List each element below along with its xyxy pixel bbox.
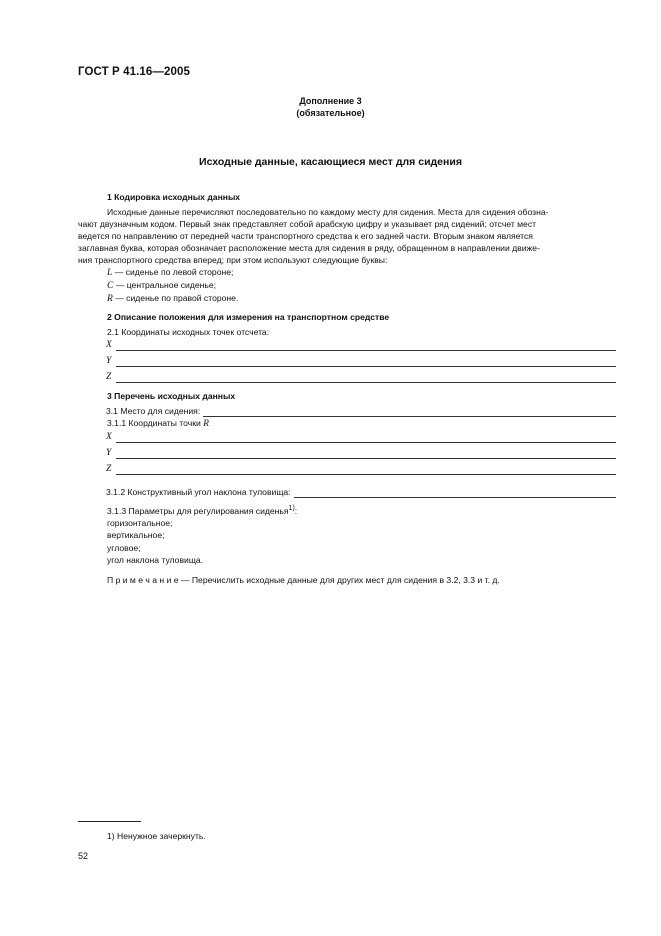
- footnote-ref: 1): [288, 505, 295, 512]
- axis-label: X: [106, 340, 112, 350]
- axis-label: X: [106, 432, 112, 442]
- standard-code: ГОСТ Р 41.16—2005: [78, 66, 190, 78]
- params-label: 3.1.3 Параметры для регулирования сиденья: [107, 505, 289, 516]
- annex-title: Дополнение 3: [299, 96, 362, 106]
- letter-item: [107, 280, 216, 291]
- annex-status: (обязательное): [296, 108, 365, 118]
- page-title: Исходные данные, касающиеся мест для сидения: [199, 156, 462, 168]
- seat-field[interactable]: [106, 406, 616, 418]
- subsection-2-1: 2.1 Координаты исходных точек отсчета:: [107, 327, 270, 337]
- paragraph-line: ния транспортного средства вперед; при этом используют следующие буквы:: [78, 255, 388, 265]
- fill-line: [116, 442, 616, 443]
- subsection-3-1-1: [107, 418, 209, 429]
- axis-label: Y: [106, 448, 112, 458]
- axis-label: Z: [106, 372, 112, 382]
- fill-line: [116, 458, 616, 459]
- torso-angle-label: 3.1.2 Конструктивный угол наклона туловища:: [106, 487, 291, 497]
- point-label: 3.1.1 Координаты точки: [107, 418, 201, 428]
- fill-line: [116, 474, 616, 475]
- paragraph-line: Исходные данные перечисляют последовательно по каждому месту для сидения. Места для сидения обозна-: [107, 207, 549, 217]
- point-letter: R: [203, 419, 209, 429]
- point-z-field[interactable]: [106, 464, 616, 476]
- seat-label: 3.1 Место для сидения:: [106, 406, 201, 416]
- letter-code: C: [107, 281, 114, 291]
- param-item: угловое;: [107, 543, 141, 553]
- section-3-heading: 3 Перечень исходных данных: [107, 391, 236, 401]
- params-colon: :: [294, 505, 298, 516]
- paragraph-line: ведется по направлению от передней части транспортного средства к его задней части. Вторым знаком является: [78, 231, 533, 241]
- note: [107, 575, 500, 585]
- note-text: — Перечислить исходные данные для других мест для сидения в 3.2, 3.3 и т. д.: [178, 575, 500, 585]
- torso-angle-field[interactable]: [106, 487, 616, 499]
- point-y-field[interactable]: [106, 448, 616, 460]
- section-1-heading: 1 Кодировка исходных данных: [107, 192, 241, 202]
- fill-line: [116, 350, 616, 351]
- letter-desc: — сиденье по левой стороне;: [114, 267, 234, 277]
- axis-label: Z: [106, 464, 112, 474]
- paragraph-line: чают двузначным кодом. Первый знак представляет собой арабскую цифру и указывает ряд сидений; отсчет мест: [78, 219, 537, 229]
- letter-desc: — сиденье по правой стороне.: [115, 293, 239, 303]
- footnote-divider: [78, 821, 141, 822]
- subsection-3-1-3: [107, 505, 297, 516]
- letter-desc: — центральное сиденье;: [115, 280, 217, 290]
- point-x-field[interactable]: [106, 432, 616, 444]
- letter-item: [107, 293, 238, 304]
- letter-code: L: [107, 268, 113, 278]
- page-number: 52: [78, 851, 89, 861]
- letter-code: R: [107, 294, 113, 304]
- letter-item: [107, 267, 233, 278]
- fill-line: [294, 497, 616, 498]
- fill-line: [203, 416, 616, 417]
- param-item: угол наклона туловища.: [107, 555, 204, 565]
- fill-line: [116, 382, 616, 383]
- param-item: горизонтальное;: [107, 518, 173, 528]
- coordinate-x-field[interactable]: [106, 340, 616, 352]
- footnote: 1) Ненужное зачеркнуть.: [107, 831, 206, 841]
- section-2-heading: 2 Описание положения для измерения на транспортном средстве: [107, 312, 390, 322]
- param-item: вертикальное;: [107, 530, 165, 540]
- axis-label: Y: [106, 356, 112, 366]
- note-label: П р и м е ч а н и е: [107, 575, 179, 585]
- coordinate-y-field[interactable]: [106, 356, 616, 368]
- fill-line: [116, 366, 616, 367]
- coordinate-z-field[interactable]: [106, 372, 616, 384]
- paragraph-line: заглавная буква, которая обозначает расположение места для сидения в ряду, обращенном в направлении движе-: [78, 243, 540, 253]
